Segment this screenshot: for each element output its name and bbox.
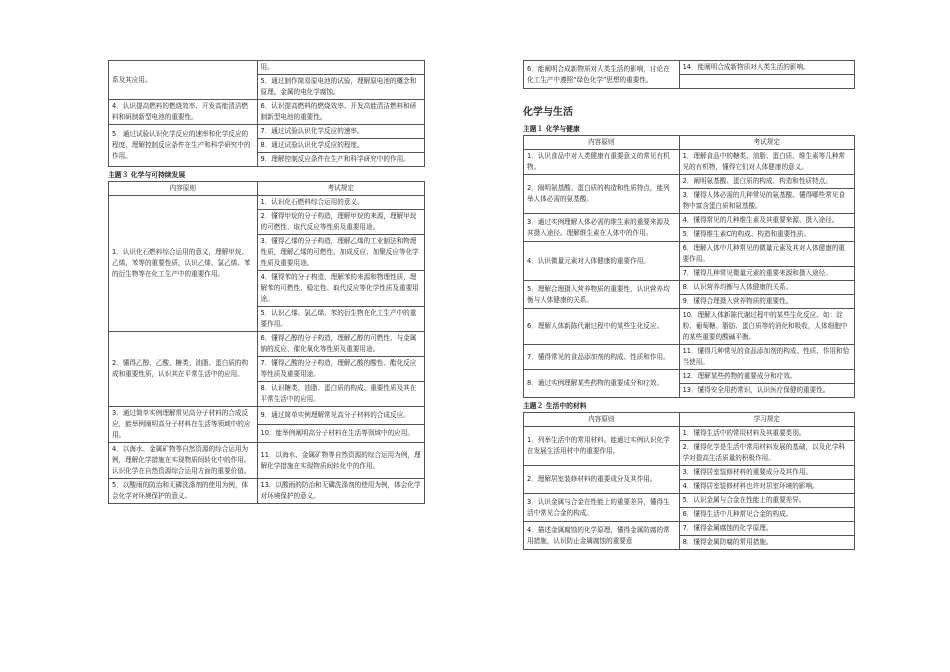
requirement-cell: 7．懂得乙酸的分子构造，理解乙酸的酸性、酯化反应等性质及重要用途。 [257, 357, 424, 382]
requirement-cell: 8．通过试验认识化学反应的程度。 [257, 139, 424, 153]
table-row [524, 150, 855, 175]
requirement-cell: 6．理解人体中几种常见的微量元素及其对人体健康的重要作用。 [679, 242, 854, 267]
column-header: 学习规定 [679, 413, 854, 427]
section-title: 主题３ 化学与可持续发展 [108, 171, 186, 179]
content-principle-cell: 4．以海水、金属矿物等自然资源的综合运用为例，理解化学措施在实现物质间转化中的作用。认识化学在自然资源综合运用方面的重要价值。 [109, 443, 258, 479]
requirement-cell: 8．认识营养均衡与人体健康的关系。 [679, 281, 854, 295]
content-principle-cell: 3．通过实例理解人体必需的维生素的重要来源及其摄入途径。理解维生素在人体中的作用。 [524, 214, 680, 242]
table-row [524, 427, 855, 441]
table-row [109, 125, 425, 139]
requirement-cell: 10．能举例阐明高分子材料在生活等领域中的应用。 [257, 425, 424, 443]
requirement-cell: 10．理解人体新陈代谢过程中的某些生化反应。如：淀粉、葡萄糖、脂肪、蛋白质等的消化和吸收，人体细胞中的某些重要的酸碱平衡。 [679, 309, 854, 345]
right-column [523, 60, 855, 550]
requirement-cell: 11．懂得几种常见的食品添加剂的构成、性质、作用和恰当使用。 [679, 345, 854, 370]
requirement-cell: 2．懂得化学是生活中常用材料发展的基础，以及化学科学对提高生活质量的积极作用。 [679, 441, 854, 466]
content-principle-cell: 5．通过试验认识化学反应的速率和化学反应的程度，理解控制反应条件在生产和科学研究中的作用。 [109, 125, 258, 167]
content-principle-cell: 4．认识提高燃料的燃烧效率、开发高能清洁燃料和研制新型电池的重要性。 [109, 100, 258, 125]
content-principle-cell: 6．理解人体新陈代谢过程中的某些生化反应。 [524, 309, 680, 345]
requirement-cell: 8．认识糖类、油脂、蛋白质的构成、重要性质及其在平常生活中的应用。 [257, 382, 424, 407]
requirement-cell: 7．懂得金属腐蚀的化学原理。 [679, 522, 854, 536]
table-row [109, 479, 425, 504]
requirement-cell: 6．懂得生活中几种常见合金的构成。 [679, 508, 854, 522]
requirement-cell: 7．通过试验认识化学反应的速率。 [257, 125, 424, 139]
table-row [524, 281, 855, 295]
requirement-cell: 14．能阐明合成新物质对人类生活的影响。 [679, 61, 854, 75]
content-principle-cell: 8．通过实例理解某些药物的重要成分和疗效。 [524, 370, 680, 398]
table-row [524, 214, 855, 228]
section-title: 主题１ 化学与健康 [523, 125, 580, 133]
content-principle-cell: 5．理解合理摄入营养物质的重要性，认识营养均衡与人体健康的关系。 [524, 281, 680, 309]
requirement-cell: 4．懂得苯的分子构造，理解苯的来源和物理性质，理解苯的可燃性、稳定性、取代反应等化学性质及重要用途。 [257, 271, 424, 307]
requirement-cell: 9．通过简单实例理解常见高分子材料的合成反应。 [257, 407, 424, 425]
right-top-table [523, 60, 855, 89]
table-row [524, 61, 855, 75]
requirement-cell: 7．懂得几种常见微量元素的重要来源和摄入途径。 [679, 267, 854, 281]
table-row [109, 443, 425, 479]
content-principle-cell: 5．以酸雨的防治和无磷洗涤剂的使用为例，体会化学对环境保护的意义。 [109, 479, 258, 504]
table-row [524, 522, 855, 536]
content-principle-cell: 7．懂得常见的食品添加剂的构成、性质和作用。 [524, 345, 680, 370]
table-row [524, 494, 855, 508]
requirement-cell: 3．懂得人体必需的几种常见的氨基酸。懂得哪些常见食物中富含蛋白质和氨基酸。 [679, 189, 854, 214]
column-header: 考试规定 [679, 136, 854, 150]
requirement-cell: 5．通过制作简易原电池的试验，理解原电池的概念和原理。金属的电化学腐蚀。 [257, 75, 424, 100]
content-principle-cell: 3．通过简单实例理解常见高分子材料的合成反应，能举例阐明高分子材料在生活等领域中的应用。 [109, 407, 258, 443]
content-principle-cell: 4．认识微量元素对人体健康的重要作用。 [524, 242, 680, 281]
requirement-cell: 3．懂得居室装修材料的重要成分及其作用。 [679, 466, 854, 480]
requirement-cell: 6．认识提高燃料的燃烧效率、开发高能清洁燃料和研制新型电池的重要性。 [257, 100, 424, 125]
requirement-cell [679, 75, 854, 89]
requirement-cell: 12．理解某些药物的重要成分和疗效。 [679, 370, 854, 384]
table-row [109, 332, 425, 357]
content-principle-cell: 1．列举生活中的常用材料。能通过实例认识化学在发展生活用材中的重要作用。 [524, 427, 680, 466]
column-header: 考试规定 [257, 182, 424, 196]
content-principle-cell: 3．认识金属与合金在性能上的重要差异，懂得生活中常见合金的构成。 [524, 494, 680, 522]
column-header: 内容原则 [109, 182, 258, 196]
content-principle-cell: 6．能阐明合成新物质对人类生活的影响，讨论在化工生产中遵照“绿色化学”思想的重要性。 [524, 61, 680, 89]
requirement-cell: 1．懂得生活中的常用材料及其重要类别。 [679, 427, 854, 441]
requirement-cell: 5．认识金属与合金在性能上的重要差异。 [679, 494, 854, 508]
requirement-cell: 1．认识化石燃料综合运用的意义。 [257, 196, 424, 210]
table-row [524, 309, 855, 345]
requirement-cell: 4．懂得居室装修材料也许对居室环境的影响。 [679, 480, 854, 494]
requirement-cell: 11．以海水、金属矿物等自然资源的综合运用为例，理解化学措施在实现物质间转化中的作用。 [257, 443, 424, 479]
table-row [109, 100, 425, 125]
requirement-cell: 1．理解食品中的糖类、油脂、蛋白质、维生素等几种常见的有机物，懂得它们对人体健康的意义。 [679, 150, 854, 175]
left-top-table [108, 60, 425, 167]
section2-table [523, 412, 855, 550]
requirement-cell: 用。 [257, 61, 424, 75]
column-header: 内容原则 [524, 136, 680, 150]
requirement-cell: 9．懂得合理摄入营养物质的重要性。 [679, 295, 854, 309]
content-principle-cell: 系及其应用。 [109, 61, 258, 100]
requirement-cell: 2．懂得甲烷的分子构造，理解甲烷的来源，理解甲烷的可燃性、取代反应等性质及重要用途。 [257, 210, 424, 235]
table-row [524, 345, 855, 370]
page-heading: 化学与生活 [523, 107, 573, 118]
table-row [524, 370, 855, 384]
content-principle-cell: 4．描述金属腐蚀的化学原理，懂得金属防腐的常用措施，认识防止金属腐蚀的重要意 [524, 522, 680, 550]
requirement-cell: 6．懂得乙醇的分子构造，理解乙醇的可燃性、与金属钠的反应、催化氧化等性质及重要用途。 [257, 332, 424, 357]
content-principle-cell: 2．懂得乙醇、乙酸、糖类、油脂、蛋白质的构成和重要性质，认识其在平常生活中的应用。 [109, 332, 258, 407]
table-row [524, 175, 855, 189]
requirement-cell: 4．懂得常见的几种维生素及其重要来源、摄入途径。 [679, 214, 854, 228]
table-row [109, 196, 425, 210]
requirement-cell: 2．阐明氨基酸、蛋白质的构成、构造和性质特点。 [679, 175, 854, 189]
requirement-cell: 5．认识乙烯、氯乙烯、苯的衍生物在化工生产中的重要作用。 [257, 307, 424, 332]
section1-table [523, 135, 855, 398]
requirement-cell: 3．懂得乙烯的分子构造，理解乙烯的工业制法和物理性质，理解乙烯的可燃性、加成反应、加聚反应等化学性质及重要用途。 [257, 235, 424, 271]
requirement-cell: 13．以酸雨的防治和无磷洗涤剂的使用为例，体会化学对环境保护的意义。 [257, 479, 424, 504]
column-header: 内容原则 [524, 413, 680, 427]
section-title: 主题２ 生活中的材料 [523, 402, 587, 410]
requirement-cell: 8．懂得金属防腐的常用措施。 [679, 536, 854, 550]
table-row [109, 61, 425, 75]
table-row [524, 466, 855, 480]
content-principle-cell: 2．阐明氨基酸、蛋白质的构造和性质特点，能列举人体必需的氨基酸。 [524, 175, 680, 214]
content-principle-cell: 1．认识食品中对人类健康有重要意义的常见有机物。 [524, 150, 680, 175]
requirement-cell: 13．懂得安全用药常识，认识医疗保健的重要性。 [679, 384, 854, 398]
table-row [524, 242, 855, 267]
content-principle-cell: 2．理解居室装修材料的重要成分及其作用。 [524, 466, 680, 494]
requirement-cell: 9．理解控制反应条件在生产和科学研究中的作用。 [257, 153, 424, 167]
table-row [109, 407, 425, 425]
left-column [108, 60, 425, 504]
requirement-cell: 5．懂得维生素C的构成、构造和重要性质。 [679, 228, 854, 242]
content-principle-cell: 1．认识化石燃料综合运用的意义，理解甲烷、乙烯、苯等的重要性质，认识乙烯、氯乙烯、苯的衍生物等在化工生产中的重要作用。 [109, 196, 258, 332]
section3-table [108, 181, 425, 504]
